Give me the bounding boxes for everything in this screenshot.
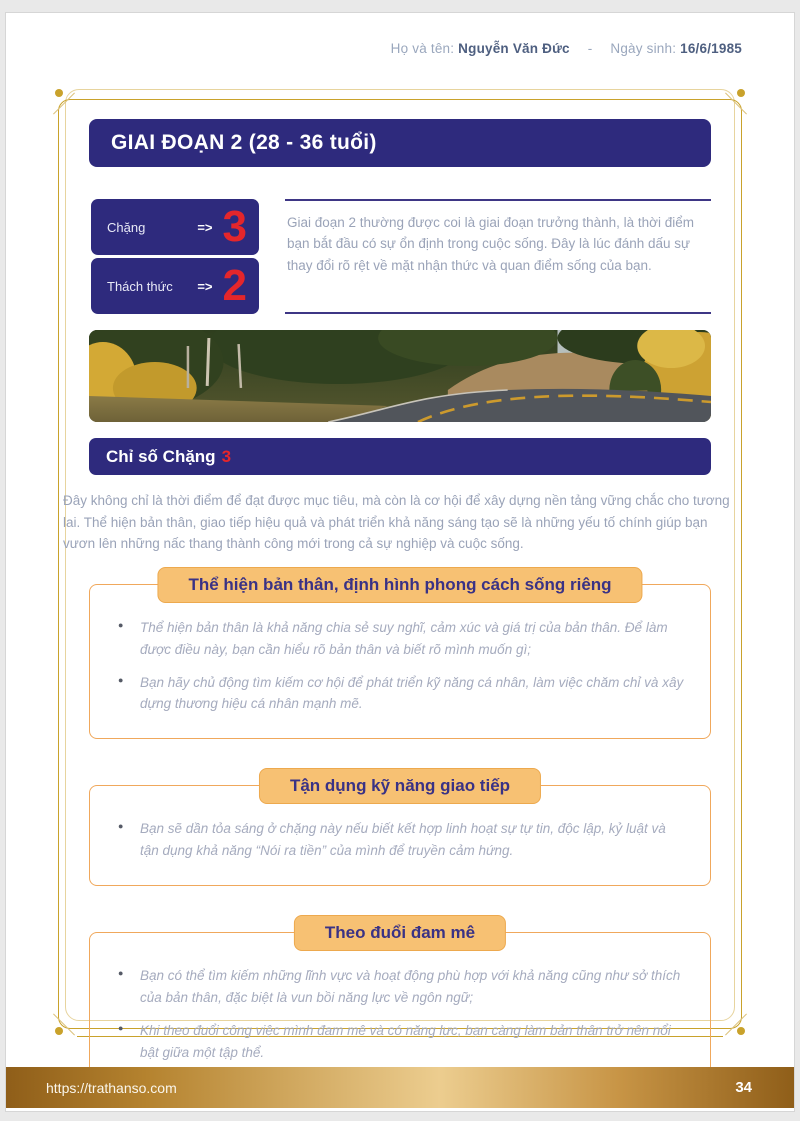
stage-title-banner <box>89 119 711 167</box>
footer-url-link[interactable]: https://trathanso.com <box>46 1079 177 1096</box>
footer-bar <box>6 1067 794 1108</box>
card-bullet: ● Bạn sẽ dần tỏa sáng ở chặng này nếu biết kết hợp linh hoạt sự tự tin, độc lập, kỷ luật và tận dụng khả năng “Nói ra tiền” của mình để truyền cảm hứng. <box>116 818 684 862</box>
advice-cards <box>89 574 711 1088</box>
name-label: Họ và tên: <box>390 41 455 56</box>
section-banner <box>89 438 711 475</box>
stage-title: GIAI ĐOẠN 2 (28 - 36 tuổi) <box>111 131 377 154</box>
arrow-icon: => <box>197 219 213 235</box>
card-bullet-list <box>116 965 684 1063</box>
indicator-chang <box>91 199 259 255</box>
section-banner-number: 3 <box>221 447 232 466</box>
page-number: 34 <box>735 1079 752 1096</box>
section-banner-text: Chỉ số Chặng <box>106 447 216 466</box>
card-ky-nang-giao-tiep <box>89 776 711 886</box>
autumn-road-photo <box>89 330 711 422</box>
card-bullet: ● Bạn hãy chủ động tìm kiếm cơ hội để phát triển kỹ năng cá nhân, làm việc chăm chỉ và xây dựng thương hiệu cá nhân mạnh mẽ. <box>116 672 684 716</box>
card-bullet: ● Thể hiện bản thân là khả năng chia sẻ suy nghĩ, cảm xúc và giá trị của bản thân. Để làm được điều này, bạn cần hiểu rõ bản thân và biết rõ mình muốn gì; <box>116 617 684 661</box>
header-separator: - <box>587 41 593 56</box>
card-theo-duoi-dam-me <box>89 922 711 1087</box>
card-the-hien-ban-than <box>89 574 711 739</box>
indicator-label: Chặng <box>107 219 146 235</box>
stage-intro-text: Giai đoạn 2 thường được coi là giai đoạn trưởng thành, là thời điểm bạn bắt đầu có sự ổn định trong cuộc sống. Đây là lúc đánh dấu sự thay đổi rõ rệt về mặt nhận thức và quan điểm sống của bạn. <box>287 215 694 273</box>
card-bullet: ● Bạn có thể tìm kiếm những lĩnh vực và hoạt động phù hợp với khả năng cũng như sở thích của bản thân, đặc biệt là vun bồi năng lực về ngôn ngữ; <box>116 965 684 1009</box>
stage-intro-block <box>285 199 711 314</box>
indicator-value: 3 <box>222 202 247 251</box>
page-content <box>53 89 747 1087</box>
report-page <box>5 12 795 1112</box>
dob-label: Ngày sinh: <box>610 41 677 56</box>
person-name: Nguyễn Văn Đức <box>458 41 570 56</box>
arrow-icon: => <box>197 278 213 294</box>
indicator-column <box>91 199 259 314</box>
card-title: Theo đuổi đam mê <box>294 915 506 951</box>
card-bullet: ● Khi theo đuổi công việc mình đam mê và có năng lực, bạn càng làm bản thân trở nên nổi bật giữa một tập thể. <box>116 1020 684 1064</box>
autumn-road-illustration <box>89 330 711 422</box>
card-title: Thể hiện bản thân, định hình phong cách sống riêng <box>157 567 642 603</box>
section-description: Đây không chỉ là thời điểm để đạt được mục tiêu, mà còn là cơ hội để xây dựng nền tảng vững chắc cho tương lai. Thể hiện bản thân, giao tiếp hiệu quả và phát triển khả năng sáng tạo sẽ là những yếu tố chính giúp bạn vươn lên những nấc thang thành công mới trong cả sự nghiệp và cuộc sống. <box>63 493 730 552</box>
card-bullet-list <box>116 818 684 862</box>
indicator-row <box>91 199 711 314</box>
document-header <box>391 41 742 56</box>
indicator-thach-thuc <box>91 258 259 314</box>
card-bullet-list <box>116 617 684 715</box>
card-title: Tận dụng kỹ năng giao tiếp <box>259 768 541 804</box>
person-dob: 16/6/1985 <box>680 41 742 56</box>
indicator-value: 2 <box>222 261 247 310</box>
indicator-label: Thách thức <box>107 278 173 294</box>
